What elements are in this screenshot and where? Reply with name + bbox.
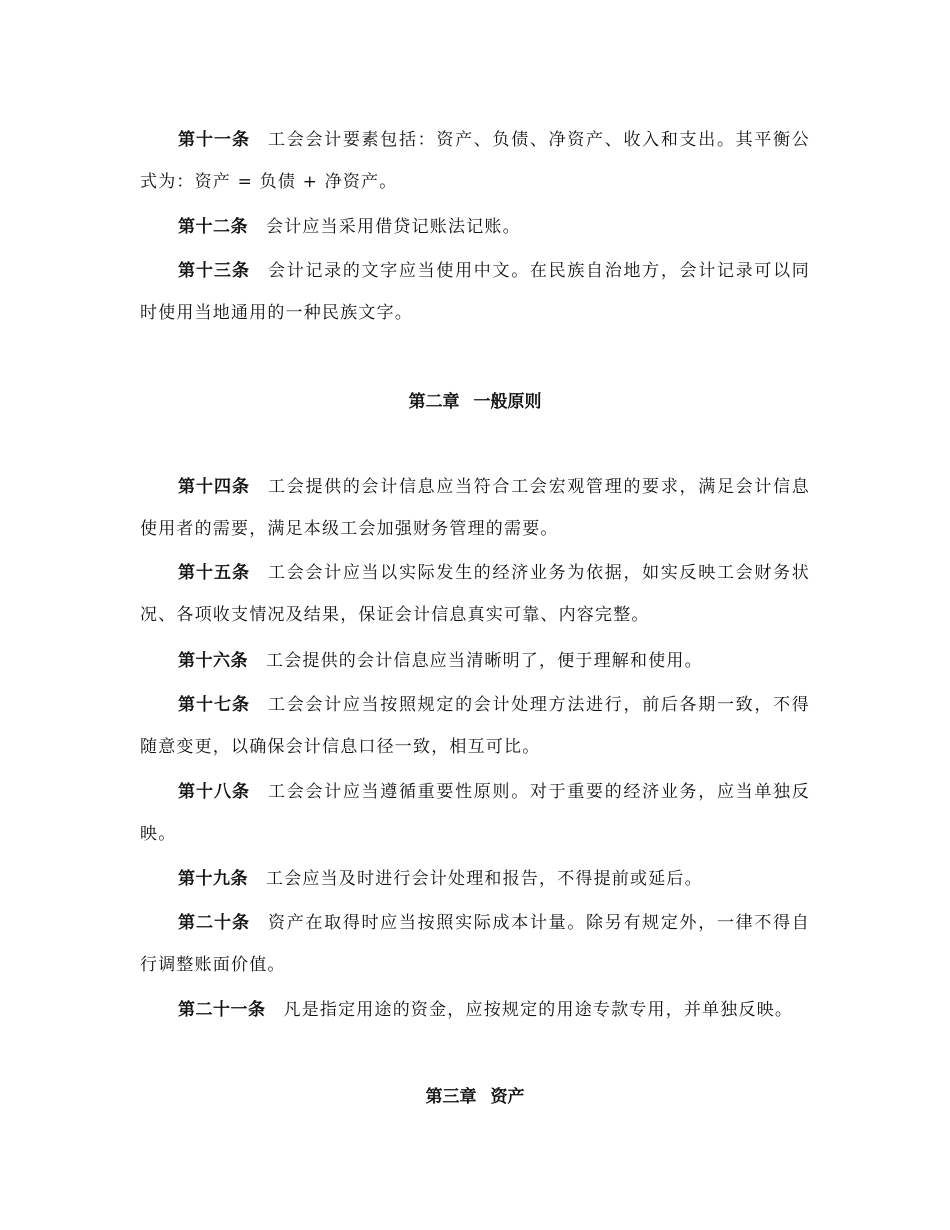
chapter-heading-3 — [140, 1085, 810, 1109]
article-text: 资产在取得时应当按照实际成本计量。除另有规定外，一律不得自行调整账面价值。 — [140, 913, 810, 975]
article-14 — [140, 466, 810, 550]
article-label: 第十四条 — [178, 477, 251, 497]
article-13 — [140, 250, 810, 334]
article-15 — [140, 552, 810, 636]
article-label: 第十五条 — [178, 563, 251, 583]
article-18 — [140, 771, 810, 855]
article-12 — [140, 206, 810, 248]
article-label: 第十三条 — [178, 261, 251, 281]
article-19 — [140, 858, 810, 900]
article-text: 工会会计应当以实际发生的经济业务为依据，如实反映工会财务状况、各项收支情况及结果，保证会计信息真实可靠、内容完整。 — [140, 563, 810, 625]
document-page — [140, 0, 810, 1230]
article-label: 第十九条 — [178, 869, 248, 889]
article-text: 工会提供的会计信息应当符合工会宏观管理的要求，满足会计信息使用者的需要，满足本级工会加强财务管理的需要。 — [140, 477, 810, 539]
article-text: 凡是指定用途的资金，应按规定的用途专款专用，并单独反映。 — [283, 1000, 794, 1020]
article-17 — [140, 684, 810, 768]
chapter-number: 第三章 — [425, 1087, 477, 1107]
article-text: 工会提供的会计信息应当清晰明了，便于理解和使用。 — [266, 651, 703, 671]
article-label: 第二十一条 — [178, 1000, 266, 1020]
article-label: 第十二条 — [178, 217, 248, 237]
article-text: 工会应当及时进行会计处理和报告，不得提前或延后。 — [266, 869, 703, 889]
chapter-number: 第二章 — [408, 392, 460, 412]
article-20 — [140, 902, 810, 986]
article-label: 第十七条 — [178, 695, 251, 715]
article-text: 会计记录的文字应当使用中文。在民族自治地方，会计记录可以同时使用当地通用的一种民族文字。 — [140, 261, 810, 323]
article-text: 工会会计要素包括：资产、负债、净资产、收入和支出。其平衡公式为：资产 = 负债 + 净资产。 — [140, 130, 810, 192]
article-label: 第十六条 — [178, 651, 248, 671]
article-21 — [140, 989, 810, 1031]
chapter-heading-2 — [140, 390, 810, 414]
article-16 — [140, 640, 810, 682]
article-text: 工会会计应当遵循重要性原则。对于重要的经济业务，应当单独反映。 — [140, 782, 810, 844]
chapter-title: 资产 — [490, 1087, 525, 1107]
chapter-title: 一般原则 — [473, 392, 542, 412]
article-text: 会计应当采用借贷记账法记账。 — [266, 217, 521, 237]
article-text: 工会会计应当按照规定的会计处理方法进行，前后各期一致，不得随意变更，以确保会计信息口径一致，相互可比。 — [140, 695, 810, 757]
article-11 — [140, 119, 810, 203]
article-label: 第十八条 — [178, 782, 251, 802]
article-label: 第二十条 — [178, 913, 251, 933]
article-label: 第十一条 — [178, 130, 251, 150]
